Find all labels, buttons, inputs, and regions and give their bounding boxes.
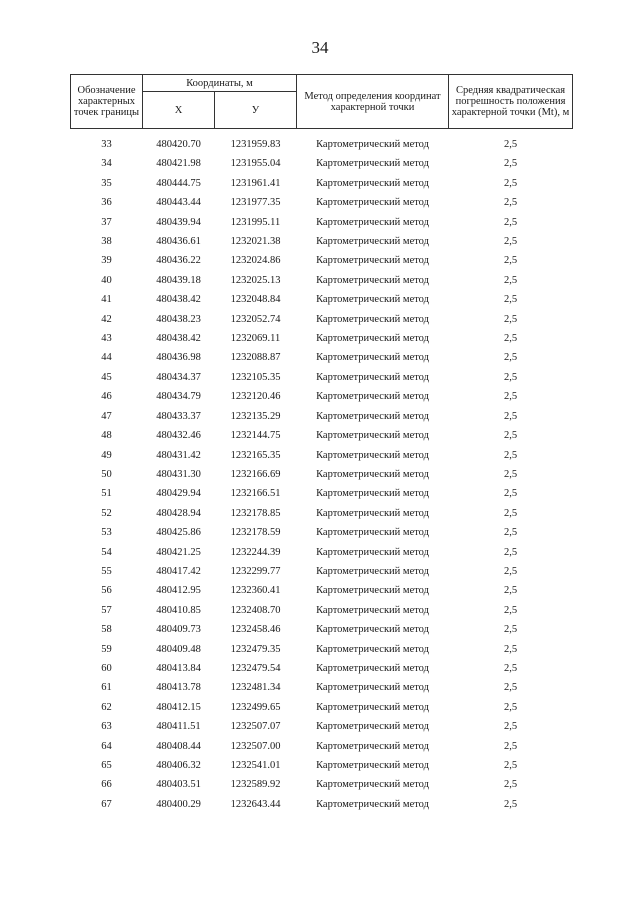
cell-method: Картометрический метод <box>316 760 429 771</box>
cell-y: 1231977.35 <box>230 197 281 209</box>
table-row <box>71 446 573 465</box>
cell-x: 480438.42 <box>156 333 201 345</box>
cell-y: 1232105.35 <box>230 371 281 383</box>
cell-x: 480439.18 <box>156 274 201 286</box>
cell-y: 1232244.39 <box>230 546 281 558</box>
table-row <box>71 426 573 445</box>
cell-error: 2,5 <box>503 740 518 752</box>
cell-error: 2,5 <box>503 488 518 500</box>
cell-method: Картометрический метод <box>316 701 429 713</box>
cell-method: Картометрический метод <box>316 197 429 209</box>
cell-error: 2,5 <box>503 294 518 306</box>
cell-error: 2,5 <box>503 449 518 461</box>
cell-error: 2,5 <box>503 410 518 422</box>
cell-method: Картометрический метод <box>316 604 429 616</box>
cell-y: 1232479.54 <box>230 662 281 674</box>
table-row <box>71 562 573 581</box>
cell-y: 1232643.44 <box>230 798 281 810</box>
cell-x: 480438.23 <box>156 313 201 325</box>
cell-error: 2,5 <box>503 139 518 150</box>
cell-point: 45 <box>101 371 112 383</box>
table-row <box>71 193 573 212</box>
cell-y: 1232299.77 <box>230 565 281 577</box>
cell-error: 2,5 <box>503 333 518 345</box>
cell-error: 2,5 <box>503 371 518 383</box>
cell-point: 66 <box>101 779 112 791</box>
cell-error: 2,5 <box>503 682 518 694</box>
table-row <box>71 601 573 620</box>
cell-method: Картометрический метод <box>316 313 429 325</box>
cell-error: 2,5 <box>503 236 518 248</box>
cell-y: 1232069.11 <box>230 333 281 345</box>
cell-error: 2,5 <box>503 158 518 170</box>
cell-y: 1232088.87 <box>230 352 281 364</box>
cell-error: 2,5 <box>503 701 518 713</box>
cell-point: 43 <box>101 333 112 345</box>
cell-method: Картометрический метод <box>316 294 429 306</box>
cell-y: 1232021.38 <box>230 236 281 248</box>
cell-y: 1232048.84 <box>230 294 281 306</box>
cell-method: Картометрический метод <box>316 779 429 791</box>
cell-method: Картометрический метод <box>316 507 429 519</box>
table-row <box>71 659 573 678</box>
cell-method: Картометрический метод <box>316 333 429 345</box>
cell-x: 480429.94 <box>156 488 201 500</box>
cell-method: Картометрический метод <box>316 352 429 364</box>
cell-point: 61 <box>101 682 112 694</box>
table-row <box>71 640 573 659</box>
cell-point: 52 <box>101 507 112 519</box>
cell-x: 480406.32 <box>156 760 201 771</box>
cell-error: 2,5 <box>503 760 518 771</box>
cell-method: Картометрический метод <box>316 488 429 500</box>
table-row <box>71 756 573 775</box>
cell-error: 2,5 <box>503 604 518 616</box>
cell-x: 480436.22 <box>156 255 201 267</box>
cell-x: 480436.61 <box>156 236 201 248</box>
table-row <box>71 717 573 736</box>
cell-y: 1231995.11 <box>230 216 281 228</box>
table-row <box>71 213 573 232</box>
cell-y: 1231955.04 <box>230 158 281 170</box>
cell-error: 2,5 <box>503 565 518 577</box>
cell-error: 2,5 <box>503 624 518 636</box>
table-row <box>71 678 573 697</box>
cell-point: 36 <box>101 197 112 209</box>
cell-error: 2,5 <box>503 430 518 442</box>
cell-x: 480411.51 <box>156 721 201 733</box>
cell-method: Картометрический метод <box>316 798 429 810</box>
cell-x: 480434.79 <box>156 391 201 403</box>
cell-x: 480410.85 <box>156 604 201 616</box>
header-coords-group: Координаты, м <box>143 75 297 92</box>
table-row <box>71 154 573 173</box>
cell-y: 1232589.92 <box>230 779 281 791</box>
cell-y: 1231961.41 <box>230 177 281 189</box>
table-row <box>71 329 573 348</box>
cell-x: 480412.95 <box>156 585 201 597</box>
table-row <box>71 523 573 542</box>
table-header <box>71 75 573 129</box>
cell-method: Картометрический метод <box>316 662 429 674</box>
cell-method: Картометрический метод <box>316 158 429 170</box>
table-row <box>71 129 573 155</box>
cell-y: 1232479.35 <box>230 643 281 655</box>
cell-x: 480431.30 <box>156 468 201 480</box>
cell-method: Картометрический метод <box>316 565 429 577</box>
cell-point: 56 <box>101 585 112 597</box>
cell-method: Картометрический метод <box>316 624 429 636</box>
cell-point: 41 <box>101 294 112 306</box>
cell-method: Картометрический метод <box>316 682 429 694</box>
cell-point: 53 <box>101 527 112 539</box>
cell-method: Картометрический метод <box>316 236 429 248</box>
cell-y: 1232360.41 <box>230 585 281 597</box>
cell-method: Картометрический метод <box>316 585 429 597</box>
cell-point: 37 <box>101 216 112 228</box>
table-row <box>71 504 573 523</box>
cell-point: 63 <box>101 721 112 733</box>
cell-error: 2,5 <box>503 643 518 655</box>
cell-point: 38 <box>101 236 112 248</box>
cell-point: 55 <box>101 565 112 577</box>
cell-x: 480403.51 <box>156 779 201 791</box>
table-row <box>71 368 573 387</box>
cell-x: 480433.37 <box>156 410 201 422</box>
cell-point: 39 <box>101 255 112 267</box>
cell-x: 480432.46 <box>156 430 201 442</box>
cell-error: 2,5 <box>503 662 518 674</box>
cell-x: 480409.48 <box>156 643 201 655</box>
table-row <box>71 290 573 309</box>
table-row <box>71 581 573 600</box>
cell-error: 2,5 <box>503 527 518 539</box>
cell-error: 2,5 <box>503 798 518 810</box>
cell-method: Картометрический метод <box>316 430 429 442</box>
cell-point: 33 <box>101 139 112 150</box>
cell-method: Картометрический метод <box>316 410 429 422</box>
cell-y: 1232507.00 <box>230 740 281 752</box>
header-point-label: Обозначение характерных точек границы <box>71 75 143 129</box>
cell-error: 2,5 <box>503 721 518 733</box>
cell-y: 1232025.13 <box>230 274 281 286</box>
cell-point: 44 <box>101 352 112 364</box>
cell-x: 480421.25 <box>156 546 201 558</box>
cell-x: 480434.37 <box>156 371 201 383</box>
cell-y: 1232144.75 <box>230 430 281 442</box>
cell-error: 2,5 <box>503 507 518 519</box>
cell-error: 2,5 <box>503 313 518 325</box>
cell-error: 2,5 <box>503 391 518 403</box>
cell-x: 480439.94 <box>156 216 201 228</box>
cell-x: 480444.75 <box>156 177 201 189</box>
table-row <box>71 310 573 329</box>
cell-x: 480438.42 <box>156 294 201 306</box>
cell-x: 480413.78 <box>156 682 201 694</box>
cell-y: 1232481.34 <box>230 682 281 694</box>
table-row <box>71 795 573 814</box>
cell-error: 2,5 <box>503 197 518 209</box>
cell-point: 50 <box>101 468 112 480</box>
page-number: 34 <box>311 38 329 57</box>
cell-y: 1232120.46 <box>230 391 281 403</box>
cell-error: 2,5 <box>503 216 518 228</box>
cell-x: 480443.44 <box>156 197 201 209</box>
cell-method: Картометрический метод <box>316 371 429 383</box>
cell-y: 1232507.07 <box>230 721 281 733</box>
cell-x: 480431.42 <box>156 449 201 461</box>
cell-point: 59 <box>101 643 112 655</box>
table-row <box>71 620 573 639</box>
cell-method: Картометрический метод <box>316 740 429 752</box>
cell-point: 58 <box>101 624 112 636</box>
cell-method: Картометрический метод <box>316 139 429 150</box>
cell-y: 1232408.70 <box>230 604 281 616</box>
table-row <box>71 543 573 562</box>
table-row <box>71 387 573 406</box>
cell-point: 40 <box>101 274 112 286</box>
cell-x: 480425.86 <box>156 527 201 539</box>
cell-y: 1232458.46 <box>230 624 281 636</box>
cell-x: 480428.94 <box>156 507 201 519</box>
table-row <box>71 484 573 503</box>
cell-method: Картометрический метод <box>316 468 429 480</box>
table-row <box>71 174 573 193</box>
cell-x: 480421.98 <box>156 158 201 170</box>
cell-method: Картометрический метод <box>316 274 429 286</box>
cell-y: 1232178.59 <box>230 527 281 539</box>
cell-error: 2,5 <box>503 546 518 558</box>
cell-y: 1231959.83 <box>230 139 281 150</box>
cell-y: 1232024.86 <box>230 255 281 267</box>
cell-point: 51 <box>101 488 112 500</box>
table-row <box>71 775 573 794</box>
table-row <box>71 348 573 367</box>
cell-method: Картометрический метод <box>316 643 429 655</box>
cell-method: Картометрический метод <box>316 391 429 403</box>
cell-x: 480408.44 <box>156 740 201 752</box>
cell-method: Картометрический метод <box>316 449 429 461</box>
cell-point: 62 <box>101 701 112 713</box>
cell-point: 42 <box>101 313 112 325</box>
cell-y: 1232052.74 <box>230 313 281 325</box>
cell-error: 2,5 <box>503 352 518 364</box>
cell-y: 1232499.65 <box>230 701 281 713</box>
header-x-label: X <box>143 92 215 129</box>
cell-x: 480400.29 <box>156 798 201 810</box>
table-body <box>71 129 573 815</box>
cell-point: 48 <box>101 430 112 442</box>
cell-point: 47 <box>101 410 112 422</box>
table-row <box>71 232 573 251</box>
cell-method: Картометрический метод <box>316 255 429 267</box>
cell-point: 57 <box>101 604 112 616</box>
header-y-label: У <box>215 92 297 129</box>
cell-error: 2,5 <box>503 779 518 791</box>
cell-y: 1232166.51 <box>230 488 281 500</box>
cell-point: 35 <box>101 177 112 189</box>
header-error-label: Средняя квадратическая погрешность положения характерной точки (Mt), м <box>449 75 573 129</box>
table-row <box>71 407 573 426</box>
cell-method: Картометрический метод <box>316 177 429 189</box>
cell-y: 1232135.29 <box>230 410 281 422</box>
cell-error: 2,5 <box>503 177 518 189</box>
cell-point: 54 <box>101 546 112 558</box>
table-row <box>71 698 573 717</box>
cell-y: 1232541.01 <box>230 760 281 771</box>
cell-point: 64 <box>101 740 112 752</box>
table-row <box>71 737 573 756</box>
cell-error: 2,5 <box>503 274 518 286</box>
cell-x: 480412.15 <box>156 701 201 713</box>
cell-error: 2,5 <box>503 255 518 267</box>
cell-point: 49 <box>101 449 112 461</box>
cell-method: Картометрический метод <box>316 527 429 539</box>
table-row <box>71 251 573 270</box>
cell-method: Картометрический метод <box>316 721 429 733</box>
cell-point: 67 <box>101 798 112 810</box>
cell-x: 480409.73 <box>156 624 201 636</box>
cell-point: 34 <box>101 158 112 170</box>
table-row <box>71 465 573 484</box>
cell-y: 1232178.85 <box>230 507 281 519</box>
cell-x: 480417.42 <box>156 565 201 577</box>
table-row <box>71 271 573 290</box>
header-method-label: Метод определения координат характерной точки <box>297 75 449 129</box>
cell-y: 1232165.35 <box>230 449 281 461</box>
cell-method: Картометрический метод <box>316 546 429 558</box>
cell-x: 480413.84 <box>156 662 201 674</box>
cell-error: 2,5 <box>503 468 518 480</box>
cell-y: 1232166.69 <box>230 468 281 480</box>
cell-error: 2,5 <box>503 585 518 597</box>
cell-x: 480420.70 <box>156 139 201 150</box>
cell-point: 60 <box>101 662 112 674</box>
cell-method: Картометрический метод <box>316 216 429 228</box>
cell-x: 480436.98 <box>156 352 201 364</box>
coordinates-table <box>70 74 573 814</box>
cell-point: 46 <box>101 391 112 403</box>
cell-point: 65 <box>101 760 112 771</box>
